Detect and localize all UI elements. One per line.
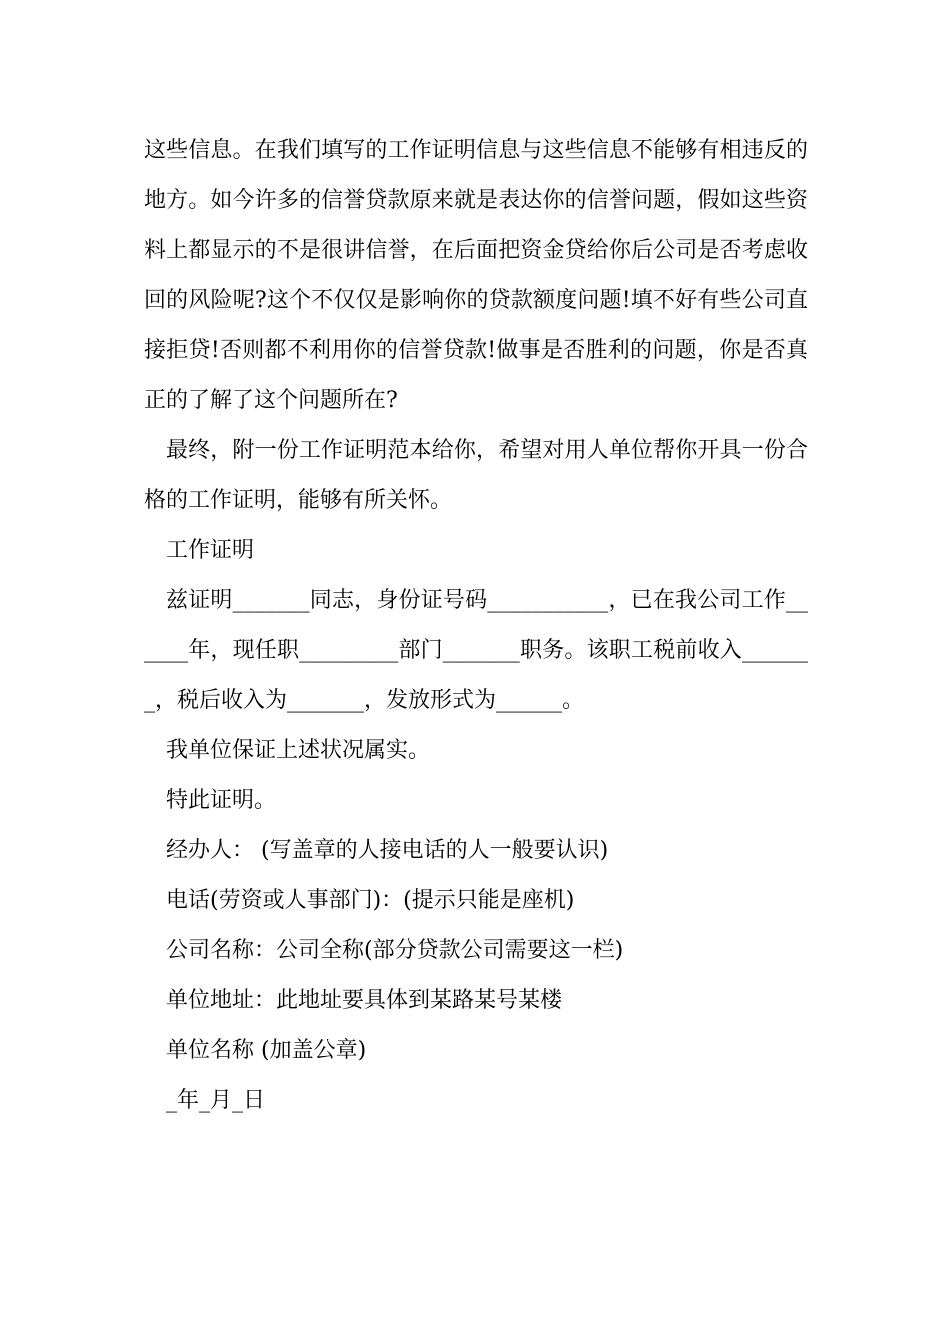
company-name-line: 公司名称：公司全称(部分贷款公司需要这一栏) bbox=[166, 938, 624, 963]
document-page bbox=[144, 126, 808, 1126]
certificate-body: 兹证明_______同志，身份证号码___________，已在我公司工作______年，现任职_________部门_______职务。该职工税前收入_______，税后收入为_______，发放形式为______。 bbox=[144, 588, 808, 713]
body-paragraph-credit-info: 这些信息。在我们填写的工作证明信息与这些信息不能够有相违反的地方。如今许多的信誉贷款原来就是表达你的信誉问题，假如这些资料上都显示的不是很讲信誉，在后面把资金贷给你后公司是否考虑收回的风险呢?这个不仅仅是影响你的贷款额度问题!填不好有些公司直接拒贷!否则都不利用你的信誉贷款!做事是否胜利的问题，你是否真正的了解了这个问题所在? bbox=[144, 138, 808, 413]
certificate-title: 工作证明 bbox=[166, 538, 255, 563]
company-address-line: 单位地址：此地址要具体到某路某号某楼 bbox=[166, 988, 563, 1013]
handler-line: 经办人： (写盖章的人接电话的人一般要认识) bbox=[166, 838, 609, 863]
body-paragraph-template-intro: 最终，附一份工作证明范本给你，希望对用人单位帮你开具一份合格的工作证明，能够有所关怀。 bbox=[144, 438, 808, 513]
certificate-guarantee: 我单位保证上述状况属实。 bbox=[166, 738, 431, 763]
certificate-closing: 特此证明。 bbox=[166, 788, 277, 813]
date-line: _年_月_日 bbox=[166, 1088, 266, 1113]
phone-line: 电话(劳资或人事部门)：(提示只能是座机) bbox=[166, 888, 575, 913]
unit-name-seal-line: 单位名称 (加盖公章) bbox=[166, 1038, 367, 1063]
